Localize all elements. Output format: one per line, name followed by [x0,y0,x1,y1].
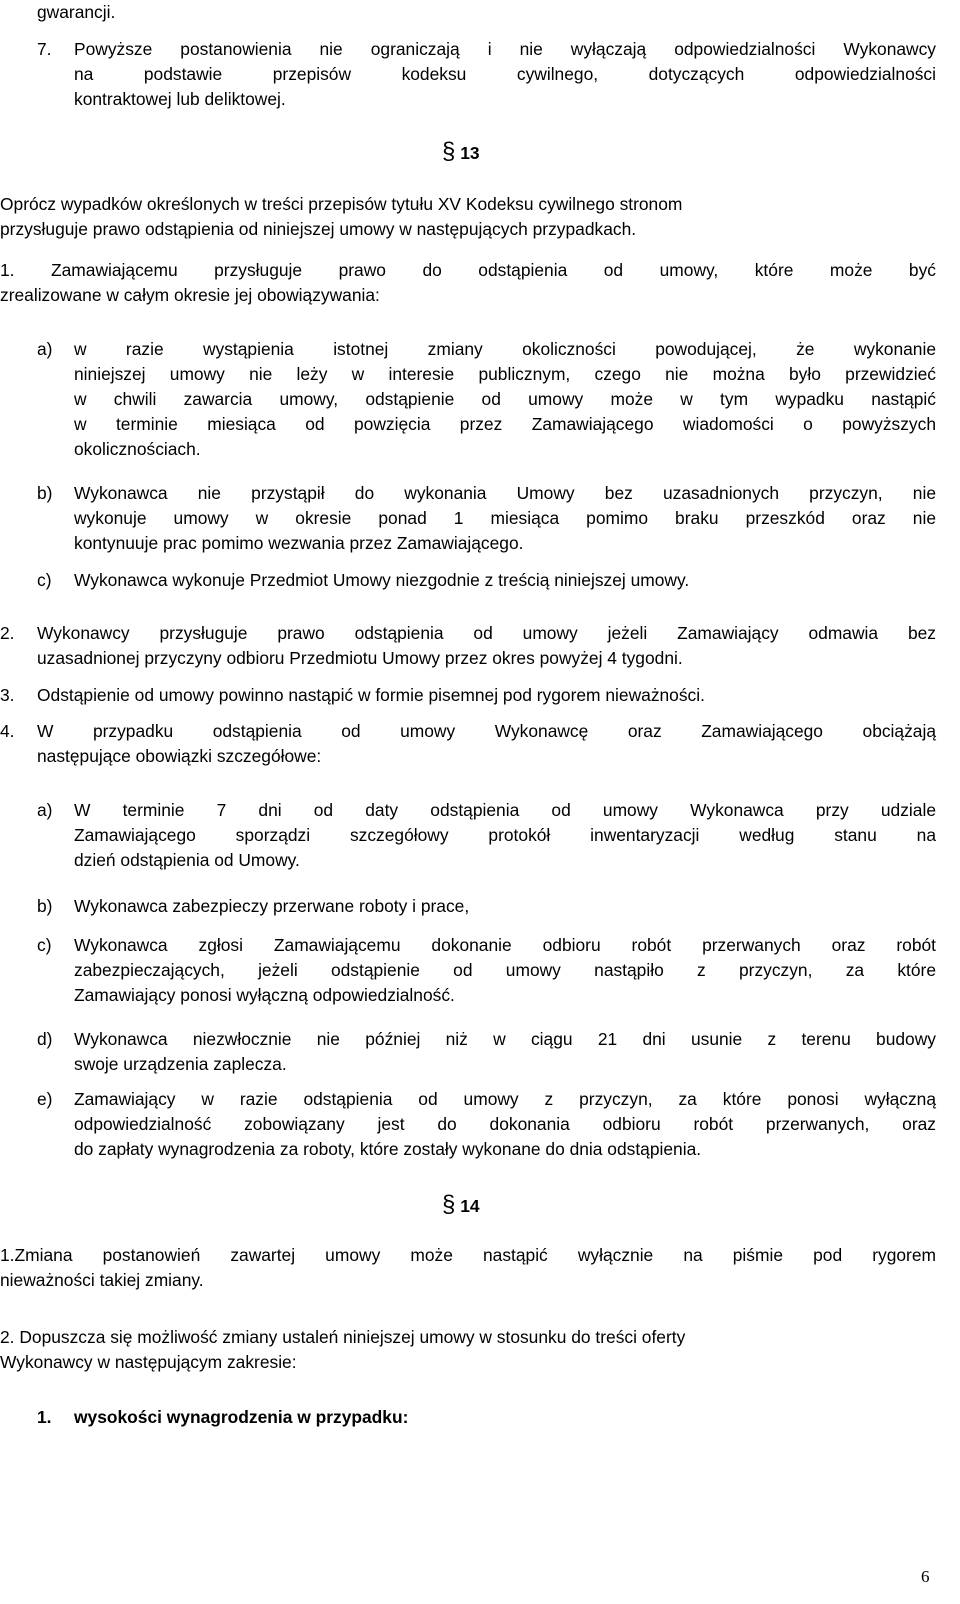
subitem-4e-text [74,1087,936,1162]
subitem-4e-label: e) [37,1089,53,1109]
text-line: niniejszej umowy nie leży w interesie publicznym, czego nie można było przewidzieć [74,364,936,384]
text-line: Wykonawcy w następującym zakresie: [0,1352,297,1372]
paragraph-continuation [37,0,917,25]
text-line: Oprócz wypadków określonych w treści przepisów tytułu XV Kodeksu cywilnego stronom [0,194,683,214]
text-line: W terminie 7 dni od daty odstąpienia od umowy Wykonawca przy udziale [74,800,936,820]
subpoint-1-text: wysokości wynagrodzenia w przypadku: [74,1407,409,1427]
text-line: Zamawiającego sporządzi szczegółowy protokół inwentaryzacji według stanu na [74,825,936,845]
text-line: 1.Zmiana postanowień zawartej umowy może nastąpić wyłącznie na piśmie pod rygorem [0,1245,936,1265]
text-line: Zamawiający ponosi wyłączną odpowiedzialność. [74,985,455,1005]
subitem-4d-label: d) [37,1029,53,1049]
text-line: odpowiedzialność zobowiązany jest do dokonania odbioru robót przerwanych, oraz [74,1114,936,1134]
text-line: na podstawie przepisów kodeksu cywilnego, dotyczących odpowiedzialności [74,64,936,84]
point-4-text [37,719,936,769]
subitem-4d-text [74,1027,936,1077]
subitem-4c-label: c) [37,935,52,955]
subpoint-1-number: 1. [37,1407,52,1427]
text-line: 1. Zamawiającemu przysługuje prawo do odstąpienia od umowy, które może być [0,260,936,280]
text-line: W przypadku odstąpienia od umowy Wykonawcę oraz Zamawiającego obciążają [37,721,936,741]
section-number: 14 [460,1196,480,1216]
text-line: zrealizowane w całym okresie jej obowiązywania: [0,285,380,305]
text-line: Wykonawca niezwłocznie nie później niż w ciągu 21 dni usunie z terenu budowy [74,1029,936,1049]
text-line: kontynuuje prac pomimo wezwania przez Zamawiającego. [74,533,524,553]
text-line: Wykonawcy przysługuje prawo odstąpienia od umowy jeżeli Zamawiający odmawia bez [37,623,936,643]
point-3-text [37,683,936,708]
subitem-4c-text [74,933,936,1008]
point-2-text [37,621,936,671]
text-line: Wykonawca wykonuje Przedmiot Umowy niezgodnie z treścią niniejszej umowy. [74,570,690,590]
subitem-b-text [74,481,936,556]
text-line: Odstąpienie od umowy powinno nastąpić w formie pisemnej pod rygorem nieważności. [37,685,705,705]
text-line: zabezpieczających, jeżeli odstąpienie od umowy nastąpiło z przyczyn, za które [74,960,936,980]
section-sign: § [442,138,456,165]
text-line: w terminie miesiąca od powzięcia przez Zamawiającego wiadomości o powyższych [74,414,936,434]
text-line: uzasadnionej przyczyny odbioru Przedmiotu Umowy przez okres powyżej 4 tygodni. [37,648,683,668]
section-14-point-1 [0,1243,936,1293]
text-line: 2. Dopuszcza się możliwość zmiany ustaleń niniejszej umowy w stosunku do treści oferty [0,1327,686,1347]
text-line: Wykonawca zgłosi Zamawiającemu dokonanie odbioru robót przerwanych oraz robót [74,935,936,955]
text-line: w chwili zawarcia umowy, odstąpienie od umowy może w tym wypadku nastąpić [74,389,936,409]
text-line: do zapłaty wynagrodzenia za roboty, które zostały wykonane do dnia odstąpienia. [74,1139,702,1159]
subitem-4a-label: a) [37,800,53,820]
text-line: gwarancji. [37,2,116,22]
text-line: swoje urządzenia zaplecza. [74,1054,287,1074]
text-line: okolicznościach. [74,439,201,459]
item-7-text [74,37,936,112]
section-number: 13 [460,143,480,163]
subitem-4a-text [74,798,936,873]
section-sign: § [442,1191,456,1218]
text-line: Wykonawca nie przystąpił do wykonania Umowy bez uzasadnionych przyczyn, nie [74,483,936,503]
text-line: następujące obowiązki szczegółowe: [37,746,322,766]
subitem-a-label: a) [37,339,53,359]
text-line: kontraktowej lub deliktowej. [74,89,286,109]
text-line: dzień odstąpienia od Umowy. [74,850,300,870]
section-14-heading [442,1192,480,1219]
subitem-a-text [74,337,936,462]
text-line: Wykonawca zabezpieczy przerwane roboty i prace, [74,896,470,916]
point-2-number: 2. [0,623,15,643]
page-number: 6 [921,1567,930,1586]
text-line: wykonuje umowy w okresie ponad 1 miesiąca pomimo braku przeszkód oraz nie [74,508,936,528]
subitem-4b-label: b) [37,896,53,916]
subitem-c-text [74,568,936,593]
section-14-point-2 [0,1325,920,1375]
text-line: Zamawiający w razie odstąpienia od umowy z przyczyn, za które ponosi wyłączną [74,1089,936,1109]
section-13-heading [442,139,480,166]
subitem-c-label: c) [37,570,52,590]
subitem-4b-text [74,894,936,919]
section-13-point-1 [0,258,936,308]
subitem-b-label: b) [37,483,53,503]
text-line: Powyższe postanowienia nie ograniczają i nie wyłączają odpowiedzialności Wykonawcy [74,39,936,59]
point-3-number: 3. [0,685,15,705]
text-line: nieważności takiej zmiany. [0,1270,204,1290]
section-13-intro [0,192,890,242]
text-line: przysługuje prawo odstąpienia od niniejszej umowy w następujących przypadkach. [0,219,637,239]
point-4-number: 4. [0,721,15,741]
item-7-number: 7. [37,39,52,59]
text-line: w razie wystąpienia istotnej zmiany okoliczności powodującej, że wykonanie [74,339,936,359]
